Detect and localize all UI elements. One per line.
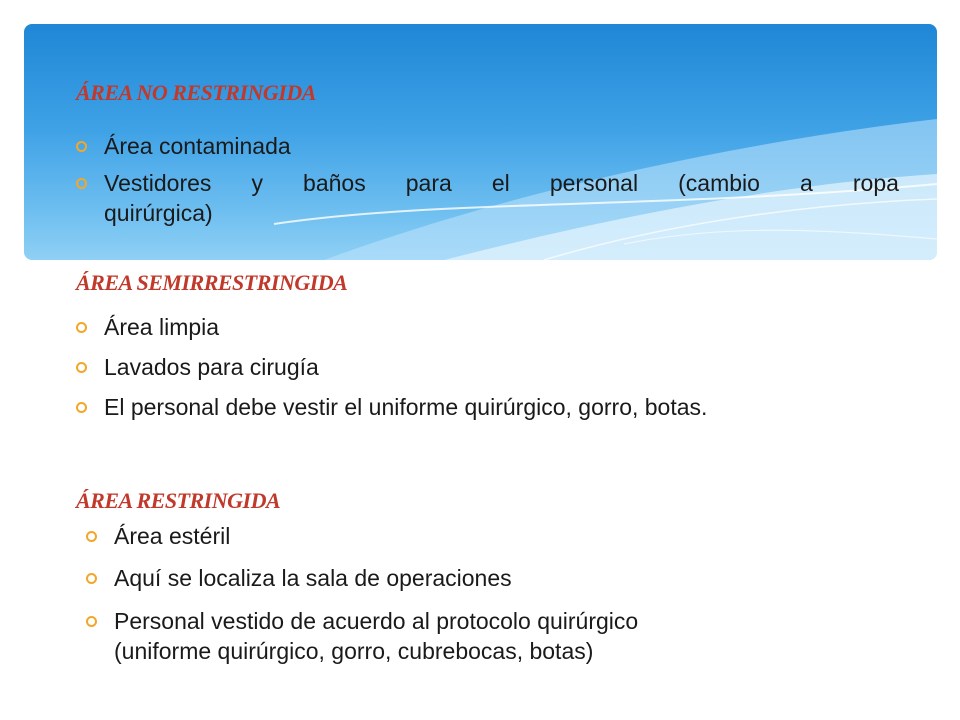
item-personal-uniforme: El personal debe vestir el uniforme quirúrgico, gorro, botas. bbox=[104, 394, 708, 420]
word: a bbox=[800, 170, 813, 196]
word: baños bbox=[303, 170, 366, 196]
item-lavados: Lavados para cirugía bbox=[104, 354, 319, 380]
item-protocolo-line2: (uniforme quirúrgico, gorro, cubrebocas, botas) bbox=[114, 638, 594, 664]
bullet-icon bbox=[76, 402, 87, 413]
bullet-icon bbox=[86, 573, 97, 584]
item-vestidores bbox=[104, 168, 899, 228]
item-area-limpia: Área limpia bbox=[104, 314, 220, 340]
bullet-icon bbox=[76, 141, 87, 152]
bullet-icon bbox=[76, 178, 87, 189]
item-vestidores-line2: quirúrgica) bbox=[104, 200, 213, 226]
item-vestidores-line1 bbox=[104, 168, 899, 198]
word: ropa bbox=[852, 170, 899, 196]
bullet-icon bbox=[76, 362, 87, 373]
bullet-icon bbox=[86, 531, 97, 542]
word: (cambio bbox=[678, 170, 760, 196]
word: para bbox=[405, 170, 452, 196]
heading-area-restringida: ÁREA RESTRINGIDA bbox=[76, 488, 281, 513]
heading-area-no-restringida: ÁREA NO RESTRINGIDA bbox=[76, 80, 316, 105]
item-protocolo-line1: Personal vestido de acuerdo al protocolo quirúrgico bbox=[114, 608, 639, 634]
bullet-icon bbox=[76, 322, 87, 333]
word: Vestidores bbox=[104, 170, 212, 196]
word: personal bbox=[549, 170, 639, 196]
item-protocolo bbox=[114, 606, 638, 666]
heading-area-semirrestringida: ÁREA SEMIRRESTRINGIDA bbox=[76, 270, 348, 295]
bullet-icon bbox=[86, 616, 97, 627]
item-area-contaminada: Área contaminada bbox=[104, 133, 291, 159]
item-sala-operaciones: Aquí se localiza la sala de operaciones bbox=[114, 565, 512, 591]
item-area-esteril: Área estéril bbox=[114, 523, 231, 549]
word: y bbox=[251, 170, 263, 196]
word: el bbox=[491, 170, 510, 196]
